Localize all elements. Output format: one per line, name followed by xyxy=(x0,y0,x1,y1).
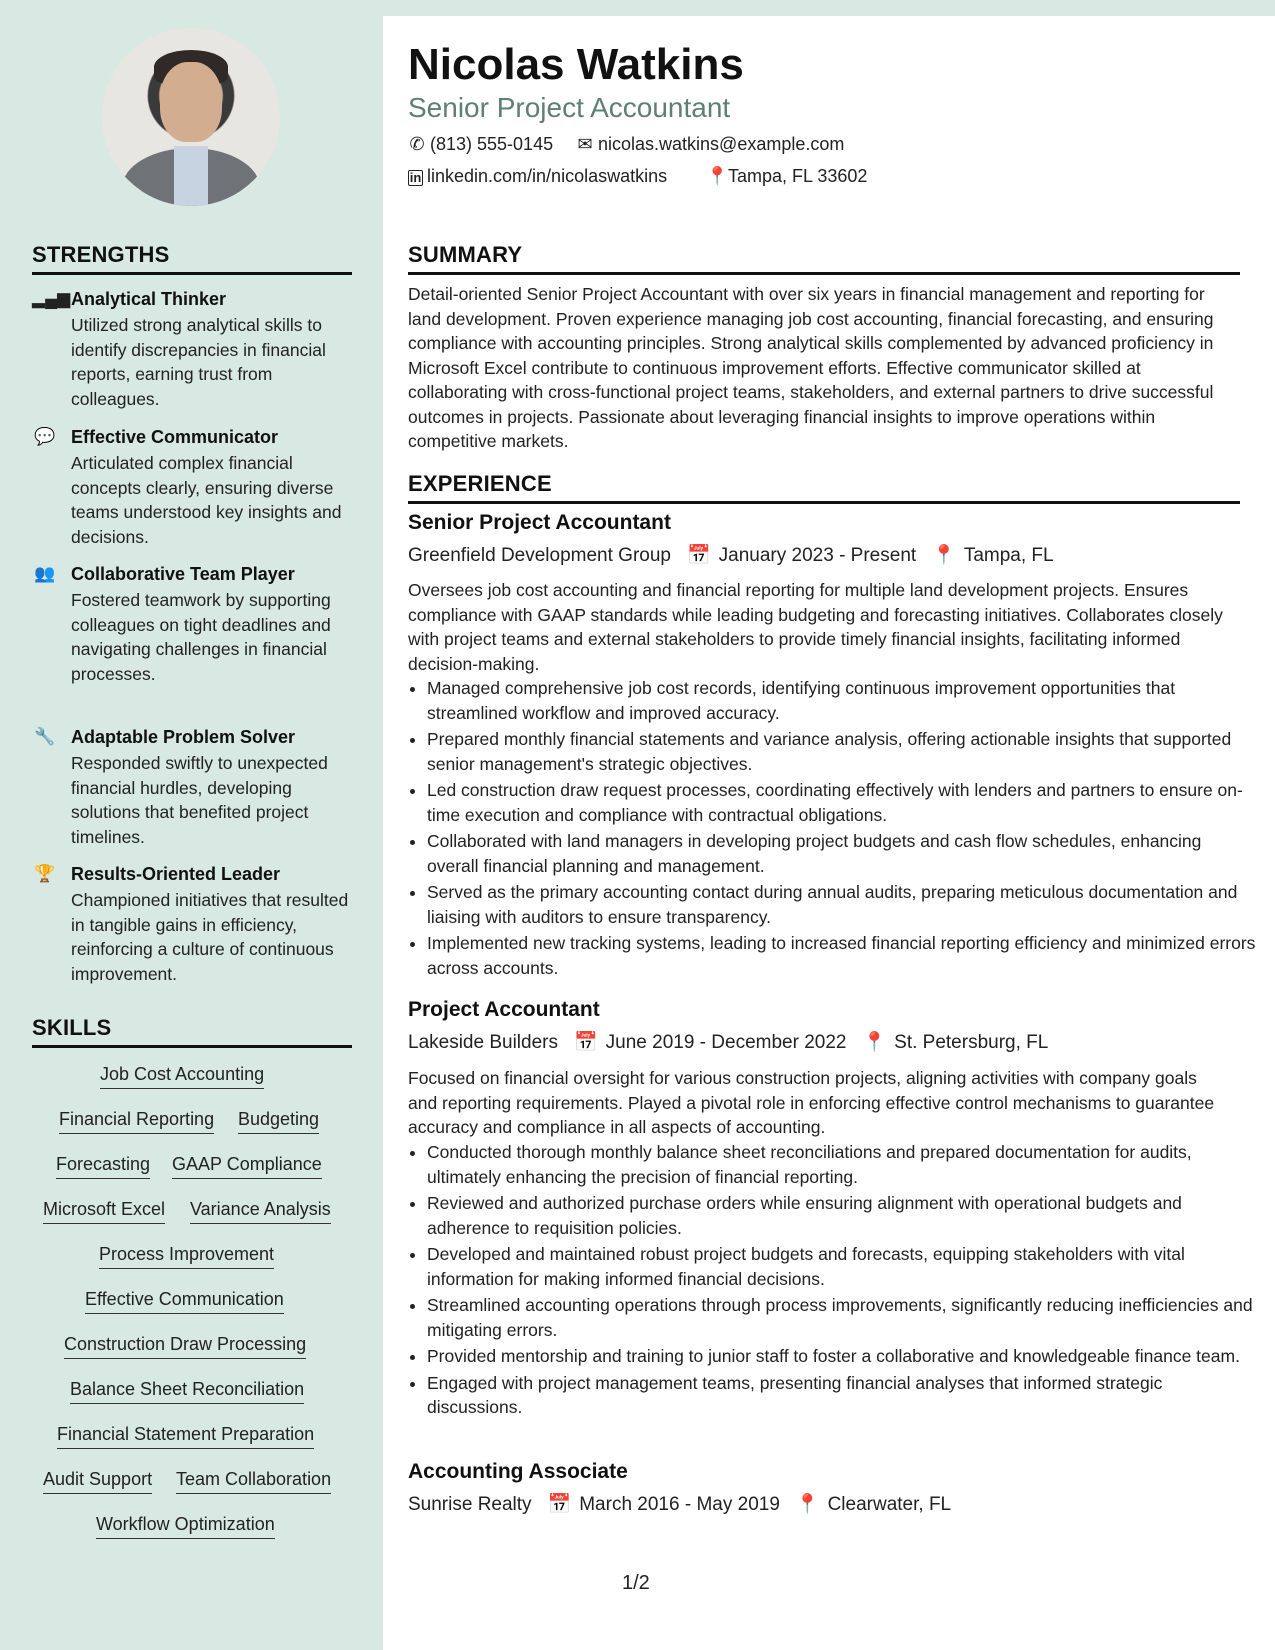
list-item: • Streamlined accounting operations through process improvements, significantly reducing inefficiencies and mitigating errors. xyxy=(427,1293,1257,1342)
strength-desc: Championed initiatives that resulted in tangible gains in efficiency, reinforcing a culture of continuous improvement. xyxy=(71,890,349,984)
users-icon: 👥 xyxy=(34,564,56,583)
map-pin-icon: 📍 xyxy=(706,166,729,186)
strength-title: Analytical Thinker xyxy=(71,289,227,309)
phone-icon: ✆ xyxy=(409,134,425,154)
list-item: • Collaborated with land managers in developing project budgets and cash flow schedules, enhancing overall financial planning and management. xyxy=(427,829,1257,878)
job-title: Accounting Associate xyxy=(408,1460,628,1483)
job-location: Tampa, FL xyxy=(963,545,1054,566)
job-dates: June 2019 - December 2022 xyxy=(605,1032,847,1053)
skill-tag: Workflow Optimization xyxy=(96,1514,275,1539)
candidate-title: Senior Project Accountant xyxy=(408,92,731,123)
skill-tag: Construction Draw Processing xyxy=(64,1334,306,1359)
skill-tag: Financial Reporting xyxy=(59,1109,214,1134)
experience-rule xyxy=(408,501,1240,504)
list-item: • Reviewed and authorized purchase orders while ensuring alignment with operational budgets and adherence to requisition policies. xyxy=(427,1191,1257,1240)
map-pin-icon: 📍 xyxy=(932,545,956,566)
job-company: Lakeside Builders xyxy=(408,1032,558,1053)
strength-desc: Responded swiftly to unexpected financial hurdles, developing solutions that benefited project timelines. xyxy=(71,753,328,847)
contact-location: 📍Tampa, FL 33602 xyxy=(706,166,868,186)
trophy-icon: 🏆 xyxy=(34,864,56,883)
skills-heading: SKILLS xyxy=(32,1015,112,1040)
list-item: • Provided mentorship and training to junior staff to foster a collaborative and knowledgeable finance team. xyxy=(427,1344,1257,1369)
job-bullets xyxy=(408,1140,1257,1422)
job-location: Clearwater, FL xyxy=(827,1494,952,1515)
list-item: • Engaged with project management teams, presenting financial analyses that informed strategic discussions. xyxy=(427,1371,1257,1420)
strengths-rule xyxy=(32,272,352,275)
contact-linkedin[interactable]: in linkedin.com/in/nicolaswatkins xyxy=(409,166,668,186)
page-number: 1/2 xyxy=(622,1572,650,1594)
summary-heading: SUMMARY xyxy=(408,242,523,267)
job-location: St. Petersburg, FL xyxy=(894,1032,1049,1053)
skill-tag: Balance Sheet Reconciliation xyxy=(70,1379,304,1404)
skill-tag: Team Collaboration xyxy=(176,1469,331,1494)
job-meta xyxy=(408,543,1054,567)
job-company: Sunrise Realty xyxy=(408,1494,532,1515)
strength-title: Results-Oriented Leader xyxy=(71,864,281,884)
skills-rule xyxy=(32,1045,352,1048)
strength-title: Collaborative Team Player xyxy=(71,564,295,584)
skill-tag: Audit Support xyxy=(43,1469,152,1494)
list-item: • Prepared monthly financial statements and variance analysis, offering actionable insights that supported senior management's strategic objectives. xyxy=(427,727,1257,776)
strength-desc: Utilized strong analytical skills to identify discrepancies in financial reports, earning trust from colleagues. xyxy=(71,315,326,409)
skill-tag: GAAP Compliance xyxy=(172,1154,322,1179)
candidate-name: Nicolas Watkins xyxy=(408,40,744,89)
list-item: • Served as the primary accounting contact during annual audits, preparing meticulous documentation and liaising with auditors to ensure transparency. xyxy=(427,880,1257,929)
profile-photo xyxy=(102,28,280,206)
job-dates: March 2016 - May 2019 xyxy=(579,1494,780,1515)
calendar-icon: 📅 xyxy=(686,545,711,566)
linkedin-icon: in xyxy=(409,170,422,185)
summary-rule xyxy=(408,272,1240,275)
calendar-icon: 📅 xyxy=(573,1032,598,1053)
strength-title: Effective Communicator xyxy=(71,427,279,447)
chat-icon: 💬 xyxy=(34,427,56,446)
skill-tag: Budgeting xyxy=(238,1109,319,1134)
skill-tag: Job Cost Accounting xyxy=(100,1064,264,1089)
skill-tag: Microsoft Excel xyxy=(43,1199,165,1224)
wrench-icon: 🔧 xyxy=(34,727,56,746)
list-item: • Managed comprehensive job cost records, identifying continuous improvement opportunities that streamlined workflow and improved accuracy. xyxy=(427,676,1257,725)
job-title: Senior Project Accountant xyxy=(408,511,671,534)
list-item: • Developed and maintained robust project budgets and forecasts, equipping stakeholders with vital information for making informed financial decisions. xyxy=(427,1242,1257,1291)
map-pin-icon: 📍 xyxy=(795,1494,820,1515)
list-item: • Conducted thorough monthly balance sheet reconciliations and prepared documentation for audits, ultimately enhancing the precision of financial reporting. xyxy=(427,1140,1257,1189)
chart-icon: ▂▄▆ xyxy=(32,289,71,308)
job-description: Oversees job cost accounting and financial reporting for multiple land development projects. Ensures compliance with GAAP standards while leading budgeting and forecasting initiatives. Collaborates closely with project teams and external stakeholders to provide timely financial insights, facilitating informed decision-making. xyxy=(408,580,1223,674)
strength-desc: Fostered teamwork by supporting colleagues on tight deadlines and navigating challenges in financial processes. xyxy=(71,590,331,684)
job-description: Focused on financial oversight for various construction projects, aligning activities with company goals and reporting requirements. Played a pivotal role in enforcing effective control mechanisms to guarantee accuracy and compliance in all aspects of accounting. xyxy=(408,1068,1215,1137)
strength-desc: Articulated complex financial concepts clearly, ensuring diverse teams understood key insights and decisions. xyxy=(71,453,342,547)
contact-phone: ✆ (813) 555-0145 xyxy=(409,134,554,154)
strength-title: Adaptable Problem Solver xyxy=(71,727,296,747)
contact-email[interactable]: ✉ nicolas.watkins@example.com xyxy=(577,134,845,154)
calendar-icon: 📅 xyxy=(547,1494,572,1515)
skill-tag: Variance Analysis xyxy=(190,1199,331,1224)
job-company: Greenfield Development Group xyxy=(408,545,671,566)
skill-tag: Financial Statement Preparation xyxy=(57,1424,314,1449)
job-bullets xyxy=(408,676,1257,982)
job-dates: January 2023 - Present xyxy=(718,545,917,566)
skill-tag: Effective Communication xyxy=(85,1289,284,1314)
skill-tag: Forecasting xyxy=(56,1154,150,1179)
summary-text: Detail-oriented Senior Project Accountant with over six years in financial management and reporting for land development. Proven experience managing job cost accounting, financial forecasting, and ensuring compliance with accounting principles. Strong analytical skills complemented by advanced proficiency in Microsoft Excel contribute to continuous improvement efforts. Effective communicator skilled at collaborating with cross-functional project teams, stakeholders, and external partners to drive successful outcomes in projects. Passionate about leveraging financial insights to improve operations within competitive markets. xyxy=(408,284,1214,451)
job-meta xyxy=(408,1492,951,1516)
envelope-icon: ✉ xyxy=(577,134,593,154)
job-title: Project Accountant xyxy=(408,998,600,1021)
experience-heading: EXPERIENCE xyxy=(408,471,552,496)
skill-tag: Process Improvement xyxy=(99,1244,274,1269)
job-meta xyxy=(408,1030,1048,1054)
list-item: • Led construction draw request processes, coordinating effectively with lenders and partners to ensure on-time execution and compliance with contractual obligations. xyxy=(427,778,1257,827)
list-item: • Implemented new tracking systems, leading to increased financial reporting efficiency and minimized errors across accounts. xyxy=(427,931,1257,980)
strengths-heading: STRENGTHS xyxy=(32,242,170,267)
map-pin-icon: 📍 xyxy=(862,1032,887,1053)
